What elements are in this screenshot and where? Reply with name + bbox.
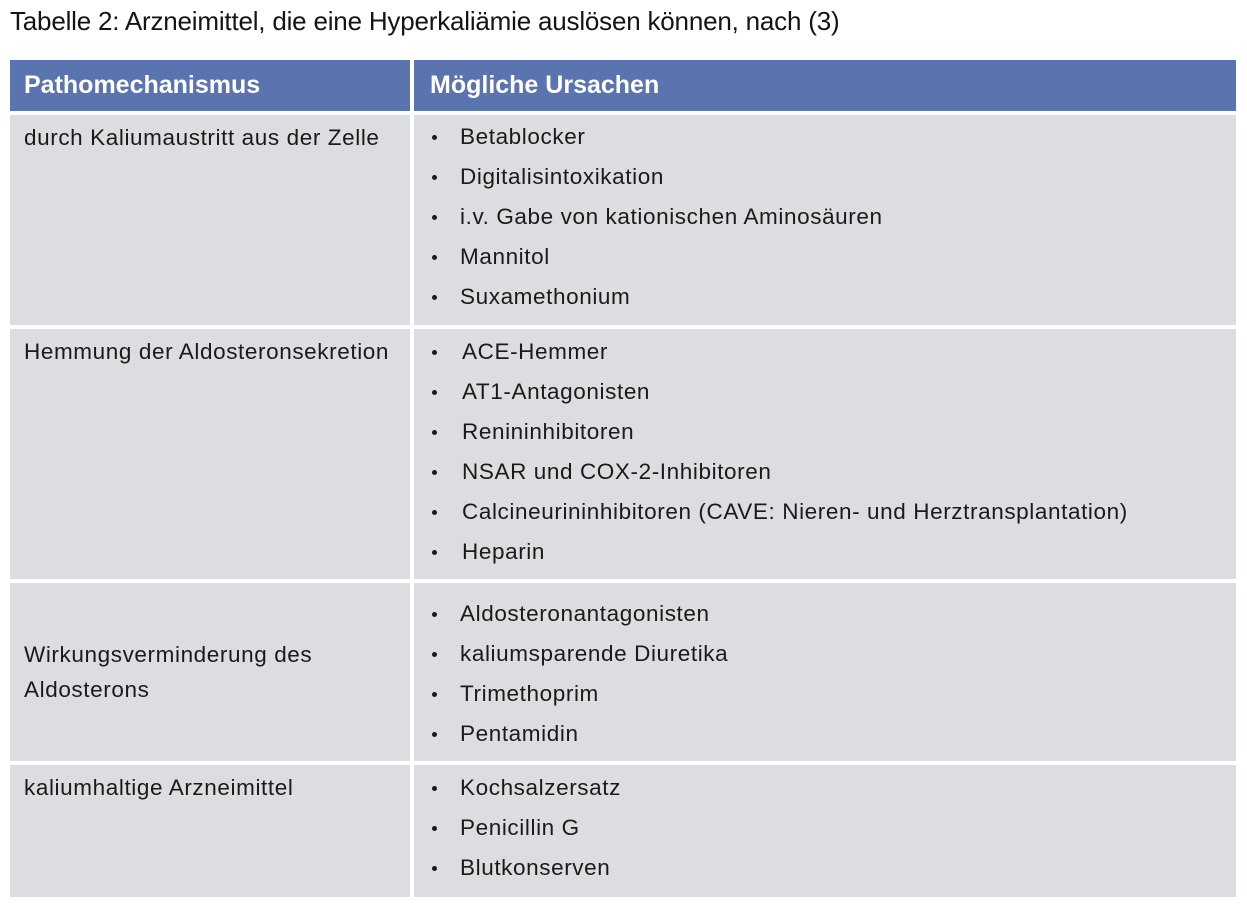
table-row bbox=[10, 329, 1236, 579]
causes-list bbox=[430, 332, 1236, 572]
drug-table bbox=[10, 60, 1236, 897]
mechanism-cell bbox=[10, 583, 410, 761]
column-header-mechanism: Pathomechanismus bbox=[10, 60, 410, 111]
list-item: Blutkonserven bbox=[430, 848, 1236, 888]
table-row bbox=[10, 765, 1236, 897]
list-item: Heparin bbox=[430, 532, 1236, 572]
table-caption: Tabelle 2: Arzneimittel, die eine Hyperkaliämie auslösen können, nach (3) bbox=[10, 6, 840, 36]
list-item: Calcineurininhibitoren (CAVE: Nieren- und Herztransplantation) bbox=[430, 492, 1236, 532]
table-row bbox=[10, 115, 1236, 325]
mechanism-cell: durch Kaliumaustritt aus der Zelle bbox=[10, 115, 410, 325]
list-item: Mannitol bbox=[430, 237, 1236, 277]
causes-cell bbox=[414, 115, 1236, 325]
list-item: ACE-Hemmer bbox=[430, 332, 1236, 372]
table-header-row bbox=[10, 60, 1236, 111]
table-row bbox=[10, 583, 1236, 761]
list-item: Aldosteronantagonisten bbox=[430, 594, 1236, 634]
list-item: AT1-Antagonisten bbox=[430, 372, 1236, 412]
list-item: NSAR und COX-2-Inhibitoren bbox=[430, 452, 1236, 492]
list-item: Kochsalzersatz bbox=[430, 768, 1236, 808]
mechanism-cell: kaliumhaltige Arzneimittel bbox=[10, 765, 410, 897]
mechanism-cell: Hemmung der Aldosteronsekretion bbox=[10, 329, 410, 579]
list-item: Renininhibitoren bbox=[430, 412, 1236, 452]
causes-list bbox=[430, 768, 1236, 888]
causes-list bbox=[430, 594, 1236, 754]
column-header-causes: Mögliche Ursachen bbox=[414, 60, 1236, 111]
list-item: Suxamethonium bbox=[430, 277, 1236, 317]
causes-cell bbox=[414, 329, 1236, 579]
list-item: Penicillin G bbox=[430, 808, 1236, 848]
list-item: Pentamidin bbox=[430, 714, 1236, 754]
causes-list bbox=[430, 117, 1236, 317]
mechanism-text: Wirkungsverminderung des Aldosterons bbox=[24, 642, 313, 702]
causes-cell bbox=[414, 583, 1236, 761]
list-item: i.v. Gabe von kationischen Aminosäuren bbox=[430, 197, 1236, 237]
list-item: Digitalisintoxikation bbox=[430, 157, 1236, 197]
causes-cell bbox=[414, 765, 1236, 897]
list-item: kaliumsparende Diuretika bbox=[430, 634, 1236, 674]
list-item: Trimethoprim bbox=[430, 674, 1236, 714]
list-item: Betablocker bbox=[430, 117, 1236, 157]
